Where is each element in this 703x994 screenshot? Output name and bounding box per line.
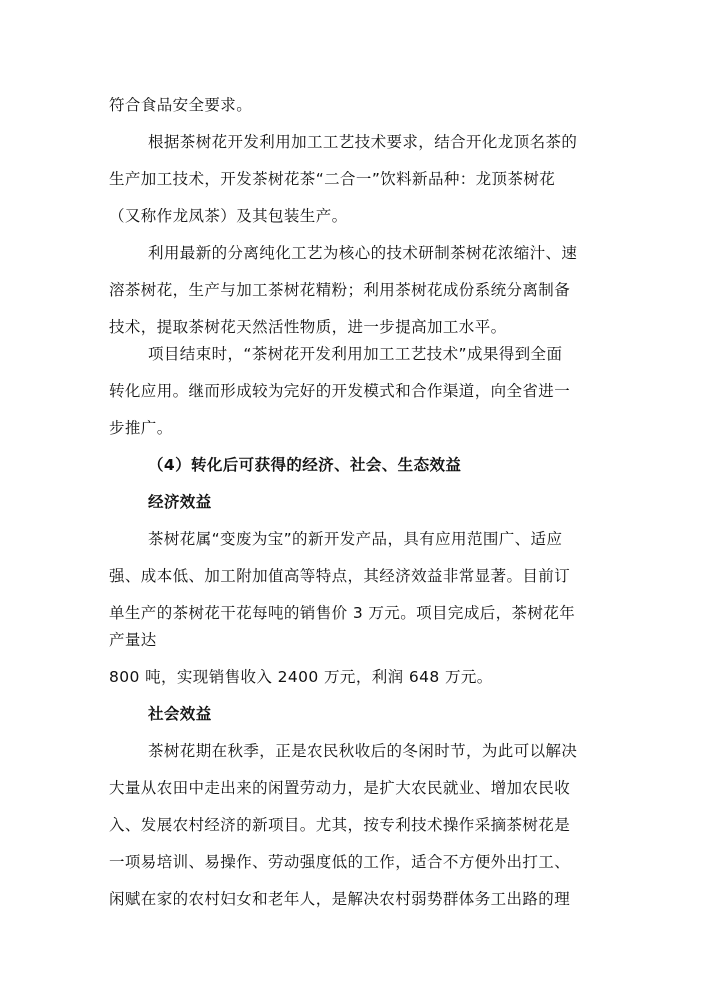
subsection-heading: 经济效益: [148, 493, 212, 511]
paragraph-line: 强、成本低、加工附加值高等特点，其经济效益非常显著。目前订: [109, 567, 571, 585]
paragraph-line: 茶树花期在秋季，正是农民秋收后的冬闲时节，为此可以解决: [148, 742, 578, 760]
paragraph-line: 入、发展农村经济的新项目。尤其，按专利技术操作采摘茶树花是: [109, 816, 571, 834]
paragraph-line: 产量达: [109, 631, 157, 649]
paragraph-line: 茶树花属“变废为宝”的新开发产品，具有应用范围广、适应: [148, 530, 563, 548]
subsection-heading: 社会效益: [148, 705, 212, 723]
section-heading: （4）转化后可获得的经济、社会、生态效益: [148, 456, 462, 474]
paragraph-line: 大量从农田中走出来的闲置劳动力，是扩大农民就业、增加农民收: [109, 779, 571, 797]
paragraph-line: （又称作龙凤茶）及其包装生产。: [109, 207, 348, 225]
paragraph-line: 转化应用。继而形成较为完好的开发模式和合作渠道，向全省进一: [109, 382, 571, 400]
paragraph-line: 技术，提取茶树花天然活性物质，进一步提高加工水平。: [109, 318, 507, 336]
paragraph-line: 根据茶树花开发利用加工工艺技术要求，结合开化龙顶名茶的: [148, 133, 578, 151]
paragraph-line: 生产加工技术，开发茶树花茶“二合一”饮料新品种：龙顶茶树花: [109, 170, 556, 188]
paragraph-line: 800 吨，实现销售收入 2400 万元，利润 648 万元。: [109, 668, 493, 686]
paragraph-line: 溶茶树花，生产与加工茶树花精粉；利用茶树花成份系统分离制备: [109, 281, 571, 299]
paragraph-line: 利用最新的分离纯化工艺为核心的技术研制茶树花浓缩汁、速: [148, 244, 578, 262]
paragraph-line: 步推广。: [109, 419, 173, 437]
paragraph-line: 一项易培训、易操作、劳动强度低的工作，适合不方便外出打工、: [109, 853, 571, 871]
paragraph-line: 符合食品安全要求。: [109, 96, 253, 114]
paragraph-line: 项目结束时，“茶树花开发利用加工工艺技术”成果得到全面: [148, 345, 563, 363]
paragraph-line: 单生产的茶树花干花每吨的销售价 3 万元。项目完成后，茶树花年: [109, 604, 576, 622]
paragraph-line: 闲赋在家的农村妇女和老年人，是解决农村弱势群体务工出路的理: [109, 890, 571, 908]
